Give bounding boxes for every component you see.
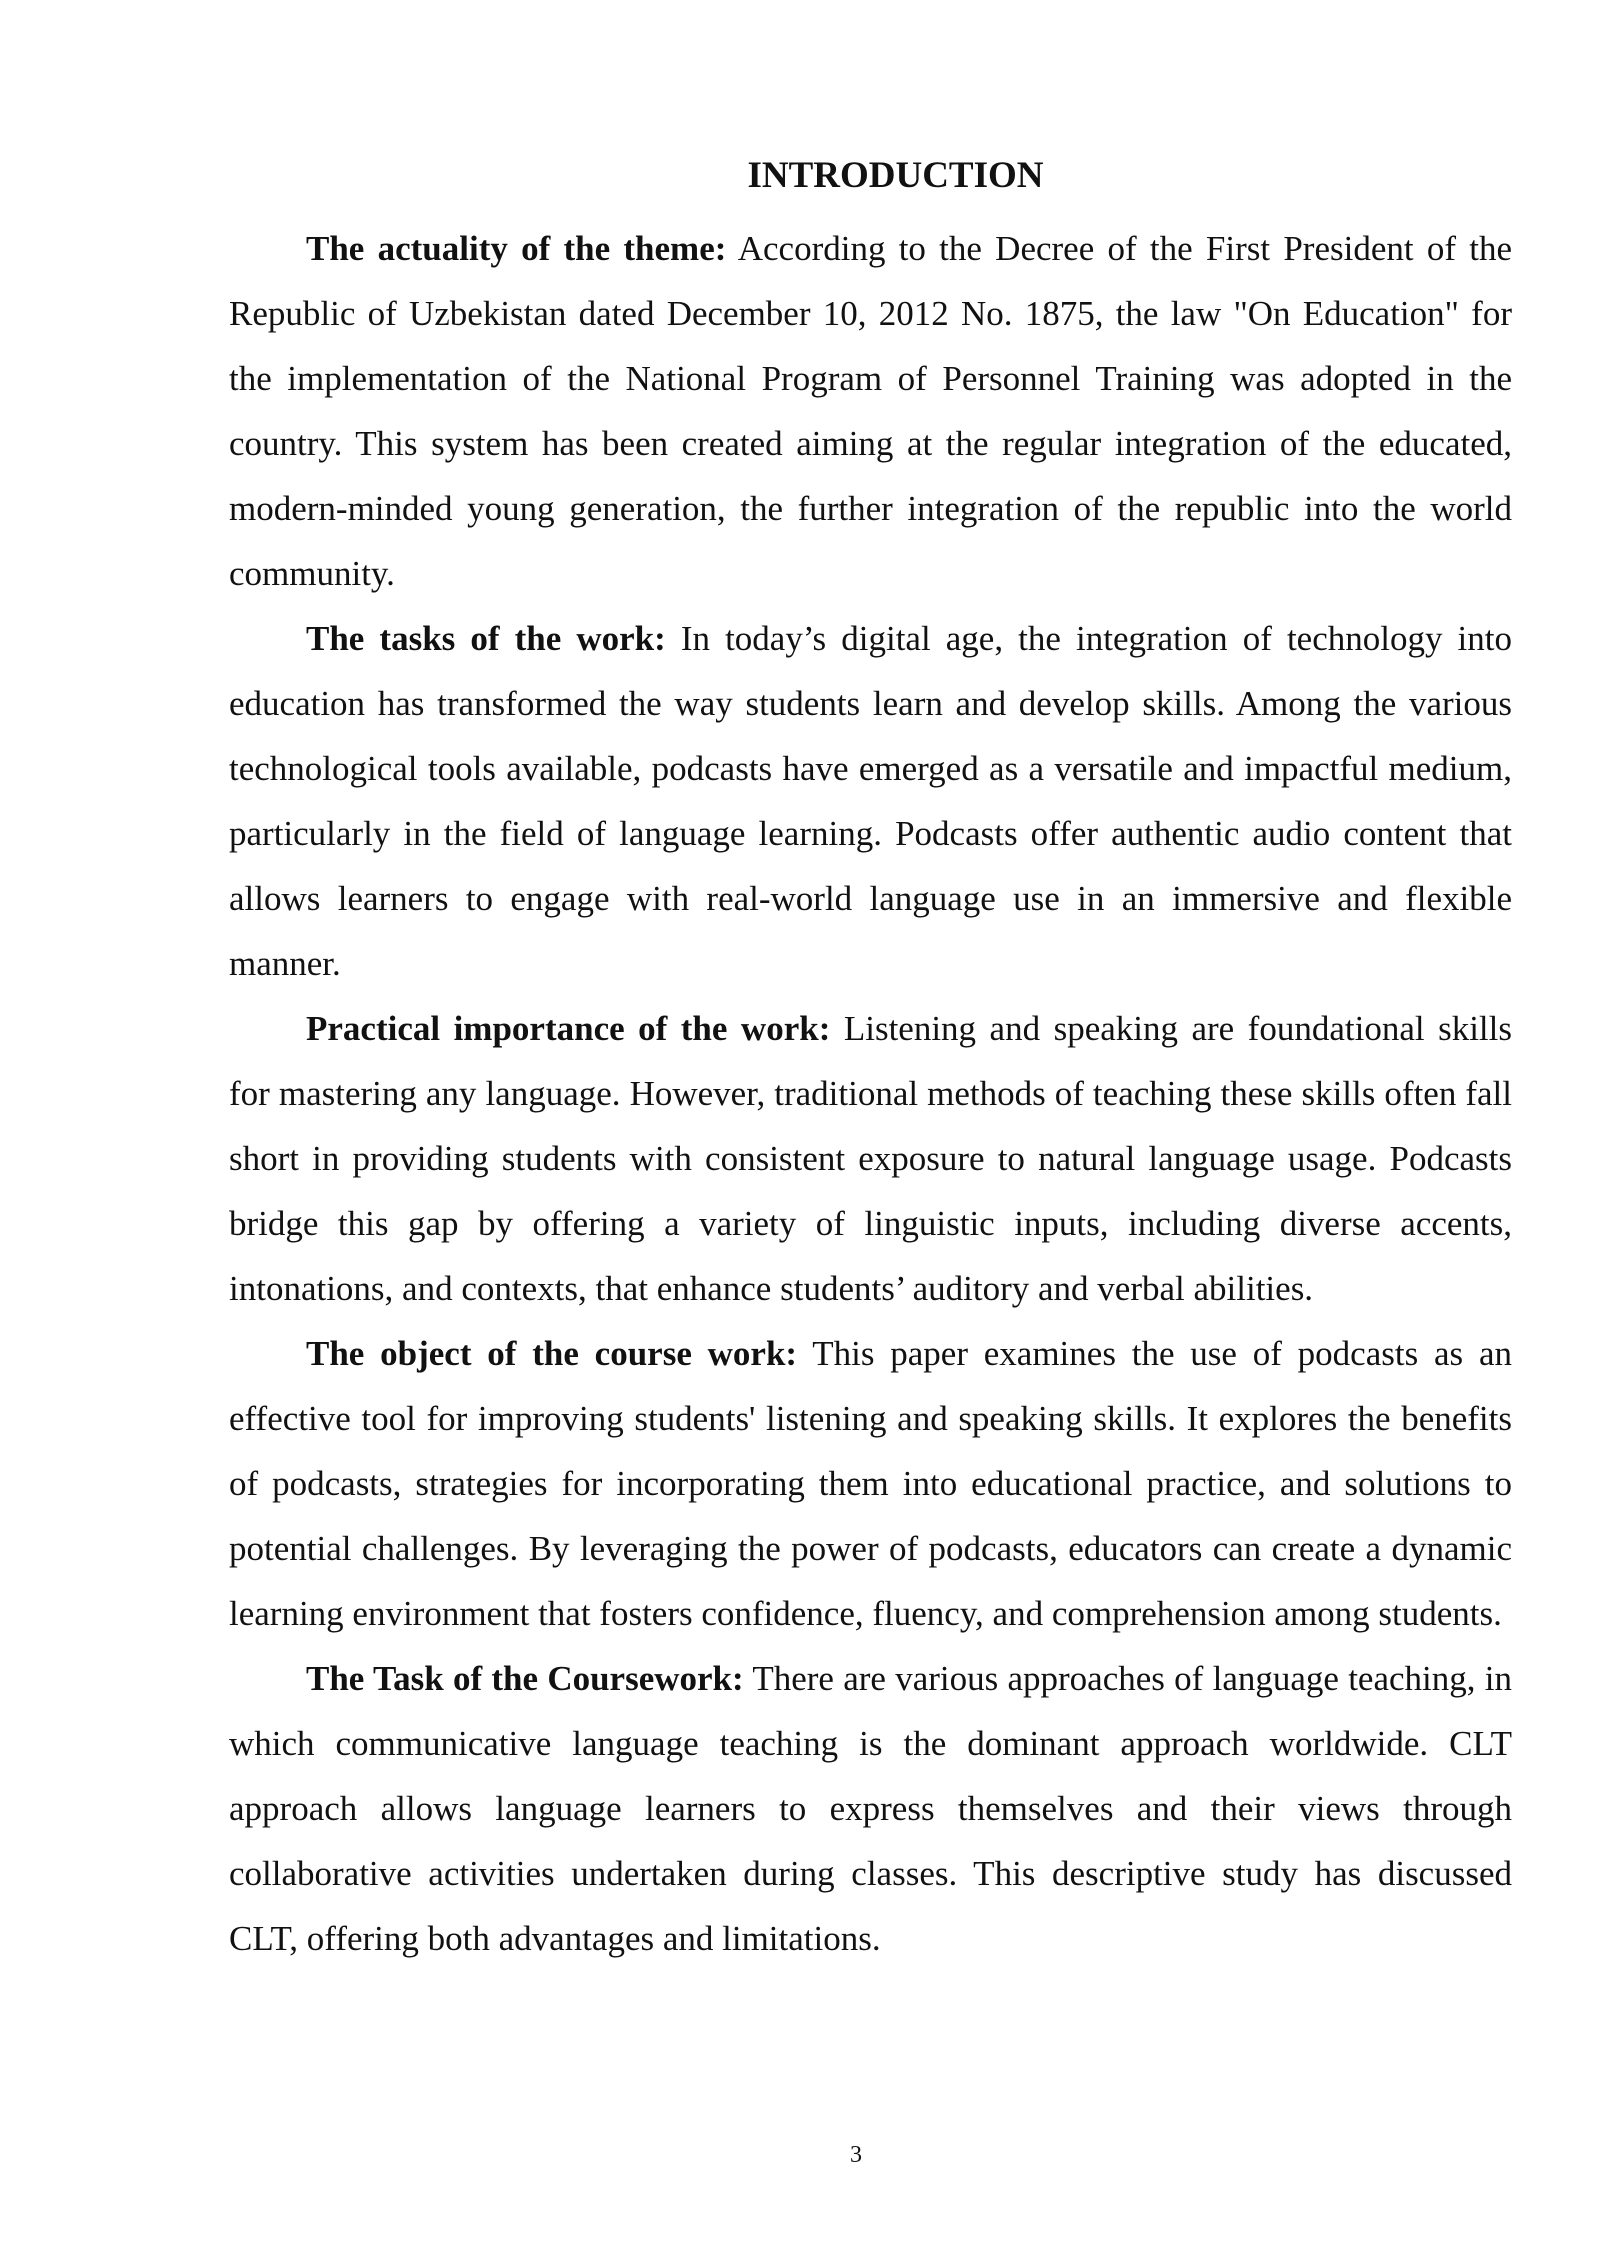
- paragraph-tasks: [229, 606, 1512, 996]
- paragraph-lead: The tasks of the work:: [306, 619, 666, 658]
- paragraph-lead: The object of the course work:: [306, 1334, 798, 1373]
- paragraph-lead: The Task of the Coursework:: [306, 1659, 744, 1698]
- paragraph-practical-importance: [229, 996, 1512, 1321]
- paragraph-text: In today’s digital age, the integration of technology into education has transformed the way students learn and develop skills. Among the various technological tools available, podcasts have emerged as a versatile and impactful medium, particularly in the field of language learning. Podcasts offer authentic audio content that allows learners to engage with real-world language use in an immersive and flexible manner.: [229, 619, 1512, 983]
- paragraph-text: This paper examines the use of podcasts as an effective tool for improving students' listening and speaking skills. It explores the benefits of podcasts, strategies for incorporating them into educational practice, and solutions to potential challenges. By leveraging the power of podcasts, educators can create a dynamic learning environment that fosters confidence, fluency, and comprehension among students.: [229, 1334, 1512, 1633]
- paragraph-text: Listening and speaking are foundational skills for mastering any language. However, traditional methods of teaching these skills often fall short in providing students with consistent exposure to natural language usage. Podcasts bridge this gap by offering a variety of linguistic inputs, including diverse accents, intonations, and contexts, that enhance students’ auditory and verbal abilities.: [229, 1009, 1512, 1308]
- paragraph-object: [229, 1321, 1512, 1646]
- paragraph-text: According to the Decree of the First President of the Republic of Uzbekistan dated December 10, 2012 No. 1875, the law "On Education" for the implementation of the National Program of Personnel Training was adopted in the country. This system has been created aiming at the regular integration of the educated, modern-minded young generation, the further integration of the republic into the world community.: [229, 229, 1512, 593]
- paragraph-lead: The actuality of the theme:: [306, 229, 727, 268]
- page-body: [229, 150, 1512, 1971]
- page-title: INTRODUCTION: [747, 155, 1044, 196]
- page-number: 3: [850, 2142, 862, 2168]
- paragraph-task-coursework: [229, 1646, 1512, 1971]
- paragraph-actuality: [229, 216, 1512, 606]
- paragraph-lead: Practical importance of the work:: [306, 1009, 831, 1048]
- paragraph-text: There are various approaches of language teaching, in which communicative language teaching is the dominant approach worldwide. CLT approach allows language learners to express themselves and their views through collaborative activities undertaken during classes. This descriptive study has discussed CLT, offering both advantages and limitations.: [229, 1659, 1512, 1958]
